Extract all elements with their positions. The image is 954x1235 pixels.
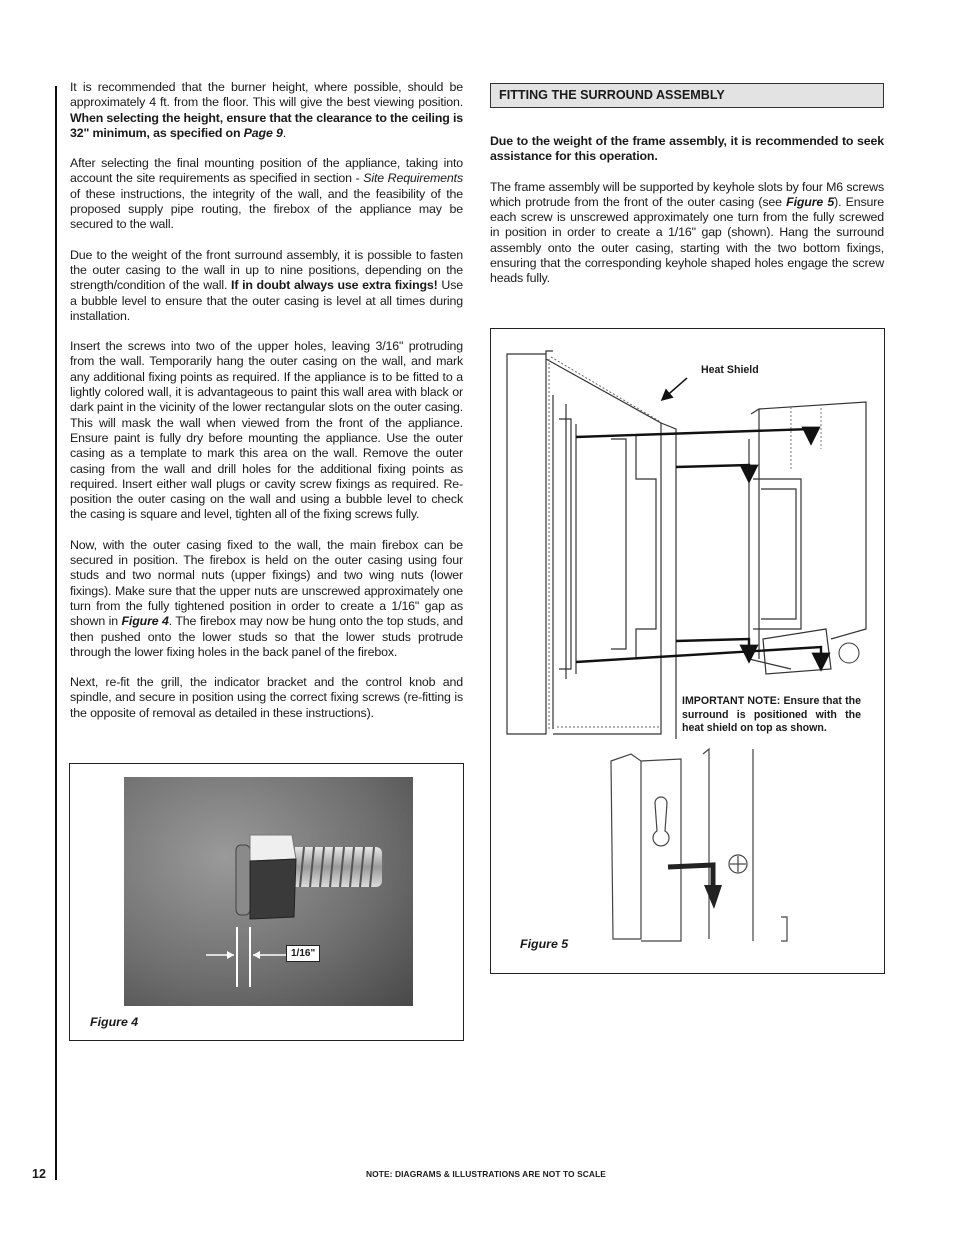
- surround-assembly-diagram: [491, 329, 884, 973]
- heat-shield-label: Heat Shield: [701, 364, 759, 376]
- paragraph-mounting-position: After selecting the final mounting position of the appliance, taking into account the site requirements as specified in section - Site Requirements of these instructions, the integrity of the wall, and the feasibility of the proposed supply pipe routing, the firebox of the appliance may be secured to the wall.: [70, 156, 463, 232]
- paragraph-firebox: Now, with the outer casing fixed to the wall, the main firebox can be secured in position. The firebox is held on the outer casing using four studs and two normal nuts (upper fixings) and two wing nuts (lower fixings). Make sure that the upper nuts are unscrewed approximately one turn from the fully tightened position in order to create a 1/16" gap as shown in Figure 4. The firebox may now be hung onto the top studs, and then pushed onto the lower studs so that the lower studs protrude through the lower fixing holes in the back panel of the firebox.: [70, 537, 463, 659]
- paragraph-frame-assembly: The frame assembly will be supported by keyhole slots by four M6 screws which protrude from the front of the outer casing (see Figure 5). Ensure each screw is unscrewed approximately one turn from the fully screwed in position in order to create a 1/16" gap (shown). Hang the surround assembly onto the outer casing, starting with the two bottom fixings, ensuring that the corresponding keyhole shaped holes engage the screw heads fully.: [490, 179, 885, 286]
- paragraph-refit: Next, re-fit the grill, the indicator bracket and the control knob and spindle, and secure in position using the correct fixing screws (re-fitting is the opposite of removal as detailed in these instructions).: [70, 675, 463, 720]
- warning-text: Due to the weight of the frame assembly, it is recommended to seek assistance for this operation.: [490, 134, 884, 164]
- paragraph-burner-height: It is recommended that the burner height, where possible, should be approximately 4 ft. from the floor. This will give the best viewing position. When selecting the height, ensure that the clearance to the ceiling is 32" minimum, as specified on Page 9.: [70, 80, 463, 140]
- right-column: [490, 83, 884, 302]
- page-number: 12: [32, 1167, 46, 1181]
- left-column: [70, 80, 463, 736]
- stud-nut-photo: [124, 777, 413, 1006]
- paragraph-fastening: Due to the weight of the front surround assembly, it is possible to fasten the outer casing to the wall in up to nine positions, depending on the strength/condition of the wall. If in doubt always use extra fixings! Use a bubble level to ensure that the outer casing is level at all times during installation.: [70, 247, 463, 323]
- footer-note: NOTE: DIAGRAMS & ILLUSTRATIONS ARE NOT TO SCALE: [366, 1169, 606, 1179]
- important-note: IMPORTANT NOTE: Ensure that the surround is positioned with the heat shield on top as shown.: [682, 695, 861, 735]
- margin-rule: [55, 86, 57, 1180]
- figure-4: [69, 763, 464, 1041]
- figure-4-caption: Figure 4: [90, 1015, 139, 1029]
- paragraph-screws: Insert the screws into two of the upper holes, leaving 3/16" protruding from the wall. Temporarily hang the outer casing on the wall, and mark any additional fixing points as required. If the appliance is to be fitted to a lightly colored wall, it is advantageous to paint this wall area with black or dark paint in the vicinity of the lower rectangular slots on the outer casing. This will mask the wall when viewed from the front of the appliance. Ensure paint is fully dry before mounting the appliance. Use the outer casing as a template to mark this area on the wall. Remove the outer casing from the wall and drill holes for the additional fixing points as required. Insert either wall plugs or cavity screw fixings as required. Re-position the outer casing on the wall and using a bubble level to check the casing is square and level, tighten all of the fixing screws fully.: [70, 339, 463, 522]
- figure-5-caption: Figure 5: [520, 937, 569, 951]
- section-heading: FITTING THE SURROUND ASSEMBLY: [490, 83, 884, 108]
- gap-label: 1/16": [286, 945, 320, 962]
- figure-5: [490, 328, 885, 974]
